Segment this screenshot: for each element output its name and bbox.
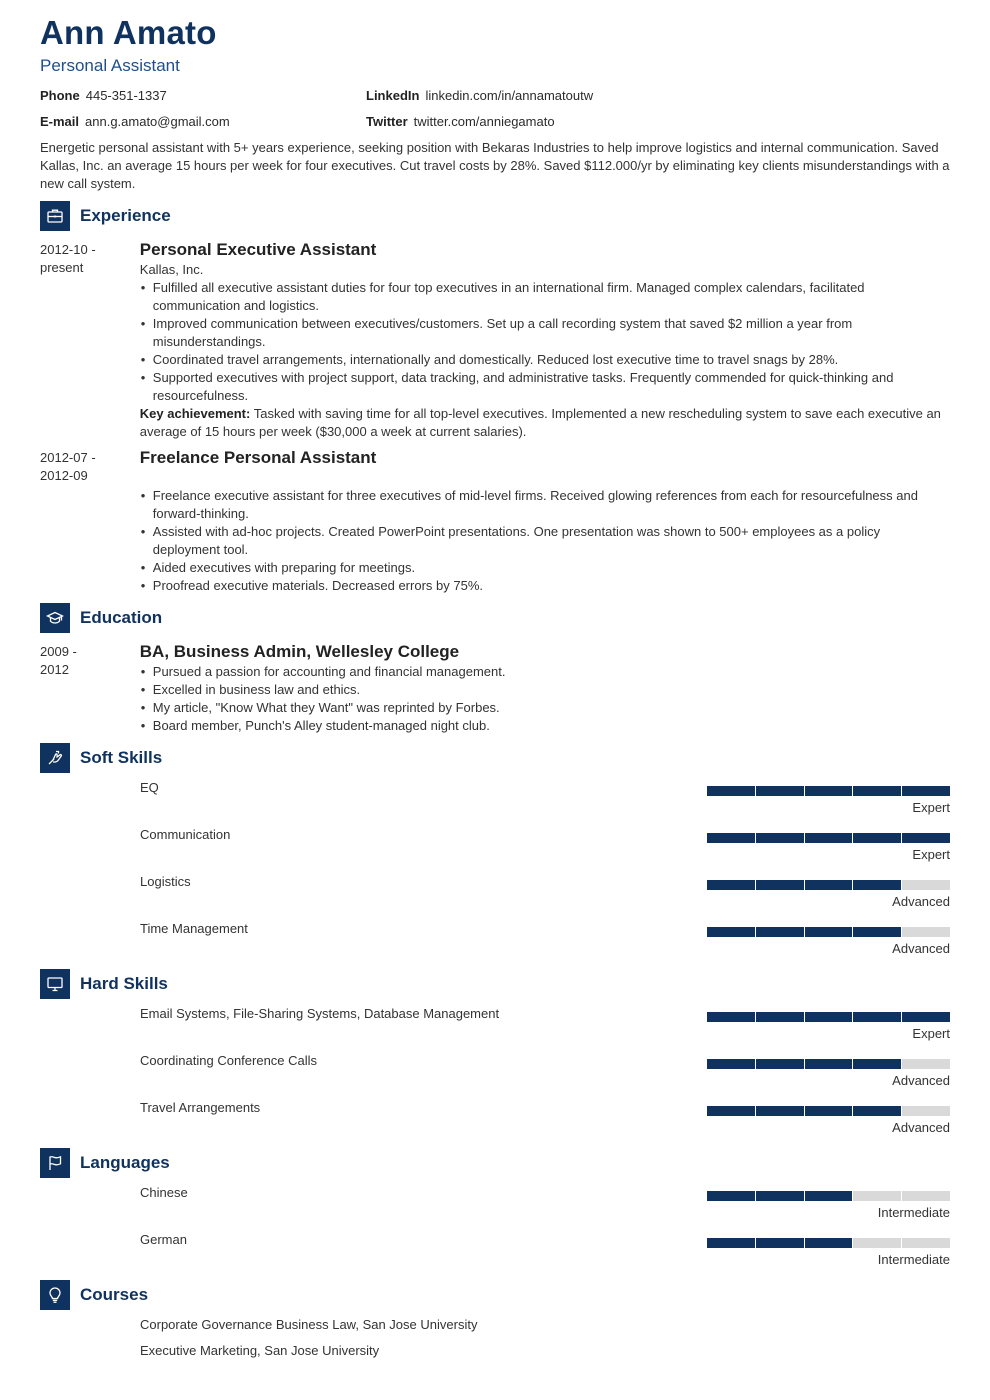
languages-heading: Languages (80, 1153, 170, 1172)
skill-name: Coordinating Conference Calls (140, 1053, 318, 1068)
employer: Kallas, Inc. (139, 262, 204, 277)
rating-segment (756, 833, 804, 843)
skill-level: Advanced (892, 941, 950, 956)
phone-label: Phone (40, 88, 80, 103)
entry-date (40, 643, 140, 735)
date-end: present (40, 260, 84, 275)
hard-skills-list (40, 1005, 950, 1146)
rating-segment (805, 1106, 853, 1116)
rating-segment (805, 786, 853, 796)
list-item: • Supported executives with project support, data tracking, and administrative tasks. Frequently commended for quick-thinking and resourcefulness. (140, 369, 950, 405)
hard-skills-heading: Hard Skills (80, 974, 168, 993)
job-bullets (140, 279, 950, 405)
entry-body (140, 449, 950, 595)
skill-level: Advanced (892, 1120, 950, 1135)
list-item: • Freelance executive assistant for three executives of mid-level firms. Received glowing references from each for resourcefulness and forward-thinking. (140, 487, 950, 523)
rating-segment (902, 1059, 950, 1069)
rating-segment (853, 1238, 901, 1248)
rating-segment (902, 1238, 950, 1248)
rating-segment (902, 1106, 950, 1116)
rating-segment (805, 1238, 853, 1248)
phone-value: 445-351-1337 (85, 88, 167, 103)
rating-segment (902, 1191, 950, 1201)
rating-segment (902, 833, 950, 843)
skill-name: Time Management (140, 921, 248, 936)
job-bullets (140, 487, 950, 595)
rating-segment (707, 927, 755, 937)
candidate-name: Ann Amato (40, 14, 217, 51)
skill-row (40, 1184, 950, 1231)
key-achievement-text: Tasked with saving time for all top-level executives. Implemented a new rescheduling system to save each executive an average of 15 hours per week ($30,000 a week at current salaries). (139, 406, 941, 439)
rating-segment (756, 927, 804, 937)
skill-name: Travel Arrangements (140, 1100, 261, 1115)
rating-segment (902, 1012, 950, 1022)
languages-list (40, 1184, 950, 1278)
courses-section-header (40, 1280, 950, 1310)
contact-phone (40, 87, 366, 105)
key-achievement-label: Key achievement: (139, 406, 251, 421)
rating-segment (707, 1191, 755, 1201)
rating-segment (902, 880, 950, 890)
list-item: • Assisted with ad-hoc projects. Created PowerPoint presentations. One presentation was shown to 500+ employees as a policy deployment tool. (140, 523, 950, 559)
skill-row (40, 1099, 950, 1146)
monitor-icon (40, 969, 70, 999)
briefcase-icon (40, 201, 70, 231)
rating-segment (853, 833, 901, 843)
rating-segment (902, 927, 950, 937)
courses-heading: Courses (80, 1285, 149, 1304)
rating-segment (853, 1012, 901, 1022)
education-bullets (140, 663, 950, 735)
rating-segment (902, 786, 950, 796)
education-section-header (40, 603, 950, 633)
soft-skills-section-header (40, 743, 950, 773)
rating-segment (805, 1191, 853, 1201)
rating-segment (853, 927, 901, 937)
rating-segment (805, 1059, 853, 1069)
skill-rating-bar (707, 1059, 950, 1069)
rating-segment (707, 880, 755, 890)
skill-level: Expert (912, 800, 950, 815)
skill-name: German (140, 1232, 187, 1247)
twitter-value[interactable]: twitter.com/anniegamato (413, 114, 555, 129)
linkedin-value[interactable]: linkedin.com/in/annamatoutw (425, 88, 594, 103)
list-item: • Excelled in business law and ethics. (140, 681, 950, 699)
skill-row (40, 779, 950, 826)
entry-body (140, 643, 950, 735)
candidate-title: Personal Assistant (40, 56, 180, 75)
skill-rating-bar (707, 1106, 950, 1116)
resume-page (40, 14, 950, 1368)
skill-name: EQ (140, 780, 159, 795)
skill-rating-bar (707, 833, 950, 843)
date-start: 2012-07 - (40, 450, 96, 465)
key-achievement (140, 405, 950, 441)
hard-skills-section-header (40, 969, 950, 999)
puzzle-hand-icon (40, 743, 70, 773)
skill-row (40, 873, 950, 920)
skill-level: Advanced (892, 894, 950, 909)
lightbulb-icon (40, 1280, 70, 1310)
rating-segment (756, 1238, 804, 1248)
skill-name: Communication (140, 827, 231, 842)
rating-segment (707, 786, 755, 796)
rating-segment (756, 1059, 804, 1069)
flag-icon (40, 1148, 70, 1178)
list-item: • Pursued a passion for accounting and financial management. (140, 663, 950, 681)
list-item: • Fulfilled all executive assistant duties for four top executives in an international firm. Managed complex calendars, facilitated communication and logistics. (140, 279, 950, 315)
contact-twitter (366, 113, 766, 131)
skill-rating-bar (707, 927, 950, 937)
employer (140, 469, 950, 487)
rating-segment (756, 1106, 804, 1116)
skill-rating-bar (707, 786, 950, 796)
rating-segment (707, 1106, 755, 1116)
email-label: E-mail (40, 114, 80, 129)
rating-segment (756, 1191, 804, 1201)
list-item: • Coordinated travel arrangements, internationally and domestically. Reduced lost executive time to travel snags by 28%. (140, 351, 950, 369)
rating-segment (853, 880, 901, 890)
date-start: 2012-10 - (40, 242, 96, 257)
rating-segment (707, 1238, 755, 1248)
degree-title: BA, Business Admin, Wellesley College (139, 642, 460, 661)
skill-level: Expert (912, 847, 950, 862)
skill-rating-bar (707, 1012, 950, 1022)
entry-date (40, 449, 140, 595)
skill-name: Logistics (140, 874, 191, 889)
entry-body (140, 241, 950, 441)
date-end: 2012-09 (40, 468, 88, 483)
rating-segment (756, 786, 804, 796)
rating-segment (756, 1012, 804, 1022)
list-item: • Board member, Punch's Alley student-managed night club. (140, 717, 950, 735)
entry-date (40, 241, 140, 441)
job-title: Freelance Personal Assistant (139, 448, 377, 467)
rating-segment (707, 1059, 755, 1069)
skill-row (40, 920, 950, 967)
rating-segment (756, 880, 804, 890)
rating-segment (805, 1012, 853, 1022)
experience-entry (40, 241, 950, 441)
skill-row (40, 1005, 950, 1052)
skill-level: Intermediate (877, 1252, 950, 1267)
soft-skills-heading: Soft Skills (80, 748, 163, 767)
list-item: • Improved communication between executives/customers. Set up a call recording system that saved $2 million a year from misunderstandings. (140, 315, 950, 351)
date-start: 2009 - (40, 644, 77, 659)
rating-segment (853, 1191, 901, 1201)
skill-rating-bar (707, 880, 950, 890)
soft-skills-list (40, 779, 950, 967)
rating-segment (853, 1106, 901, 1116)
skill-level: Advanced (892, 1073, 950, 1088)
education-entry (40, 643, 950, 735)
languages-section-header (40, 1148, 950, 1178)
experience-heading: Experience (80, 206, 171, 225)
skill-row (40, 1231, 950, 1278)
contact-info (40, 87, 950, 131)
contact-linkedin (366, 87, 766, 105)
skill-level: Intermediate (877, 1205, 950, 1220)
rating-segment (853, 1059, 901, 1069)
list-item: • Proofread executive materials. Decreased errors by 75%. (140, 577, 950, 595)
summary: Energetic personal assistant with 5+ years experience, seeking position with Bekaras Industries to help improve logistics and internal communication. Saved Kallas, Inc. an average 15 hours per week for four executives. Cut travel costs by 28%. Saved $112.000/yr by eliminating key clients misunderstandings with a new call system. (40, 140, 950, 191)
skill-name: Email Systems, File-Sharing Systems, Database Management (140, 1006, 500, 1021)
graduation-cap-icon (40, 603, 70, 633)
rating-segment (707, 833, 755, 843)
rating-segment (853, 786, 901, 796)
experience-section-header (40, 201, 950, 231)
skill-row (40, 826, 950, 873)
rating-segment (805, 927, 853, 937)
list-item: • My article, "Know What they Want" was reprinted by Forbes. (140, 699, 950, 717)
rating-segment (805, 833, 853, 843)
rating-segment (805, 880, 853, 890)
list-item: Corporate Governance Business Law, San Jose University (140, 1317, 478, 1332)
skill-name: Chinese (140, 1185, 188, 1200)
email-value[interactable]: ann.g.amato@gmail.com (85, 114, 230, 129)
contact-email (40, 113, 366, 131)
list-item: • Aided executives with preparing for meetings. (140, 559, 950, 577)
skill-row (40, 1052, 950, 1099)
twitter-label: Twitter (366, 114, 408, 129)
skill-level: Expert (912, 1026, 950, 1041)
education-heading: Education (80, 608, 163, 627)
skill-rating-bar (707, 1238, 950, 1248)
job-title: Personal Executive Assistant (139, 240, 377, 259)
courses-list (40, 1316, 950, 1360)
skill-rating-bar (707, 1191, 950, 1201)
list-item: Executive Marketing, San Jose University (140, 1343, 380, 1358)
experience-entry (40, 449, 950, 595)
linkedin-label: LinkedIn (366, 88, 420, 103)
rating-segment (707, 1012, 755, 1022)
date-end: 2012 (40, 662, 69, 677)
